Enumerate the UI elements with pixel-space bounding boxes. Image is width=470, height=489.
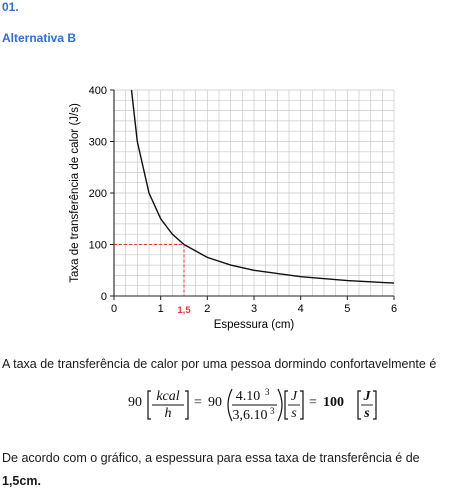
- series-points: [131, 90, 394, 283]
- y-tick-label: 0: [100, 291, 107, 303]
- formula-frac-num-exp: 3: [265, 387, 270, 397]
- formula-coef2: 90: [208, 395, 222, 410]
- formula-frac-den: 3,6.10: [232, 408, 268, 423]
- x-axis-label: Espessura (cm): [213, 319, 295, 331]
- formula-result: 100: [323, 395, 344, 410]
- series-line: [132, 90, 395, 283]
- chart-grid: [114, 90, 394, 296]
- answer-text: 1,5cm.: [2, 474, 41, 488]
- y-tick-label: 400: [88, 85, 107, 97]
- x-tick-label: 3: [250, 303, 258, 315]
- x-tick-label: 0: [110, 303, 118, 315]
- formula-unit2-num: J: [290, 389, 298, 404]
- heat-transfer-chart: [60, 82, 410, 337]
- formula-frac-den-exp: 3: [270, 406, 275, 416]
- y-tick-label: 300: [88, 136, 107, 149]
- x-tick-label: 2: [204, 303, 211, 315]
- y-axis-label: Taxa de transferência de calor (J/s): [69, 103, 81, 283]
- paragraph-2: De acordo com o gráfico, a espessura para essa taxa de transferência é de: [2, 451, 420, 465]
- formula-unit-num: kcal: [156, 389, 180, 404]
- y-tick-label: 200: [88, 188, 107, 200]
- formula-unit-den: h: [164, 406, 172, 421]
- x-tick-label: 4: [297, 303, 304, 315]
- x-tick-label: 6: [390, 303, 398, 315]
- formula-equals-1: =: [194, 395, 202, 410]
- formula-coef1: 90: [128, 395, 142, 410]
- formula-unit3-num: J: [363, 389, 371, 404]
- formula-unit2-den: s: [291, 406, 297, 421]
- paragraph-1: A taxa de transferência de calor por uma pessoa dormindo confortavelmente é: [2, 357, 437, 371]
- answer-heading: Alternativa B: [2, 31, 77, 45]
- formula-equals-2: =: [309, 395, 317, 410]
- formula: [128, 385, 388, 435]
- formula-frac-num: 4.10: [235, 389, 261, 404]
- formula-unit3-den: s: [364, 406, 370, 421]
- y-tick-label: 100: [88, 239, 107, 252]
- highlight-label: 1,5: [177, 305, 191, 316]
- question-number: 01.: [2, 0, 19, 14]
- x-tick-label: 5: [344, 303, 351, 315]
- x-tick-label: 1: [157, 303, 164, 315]
